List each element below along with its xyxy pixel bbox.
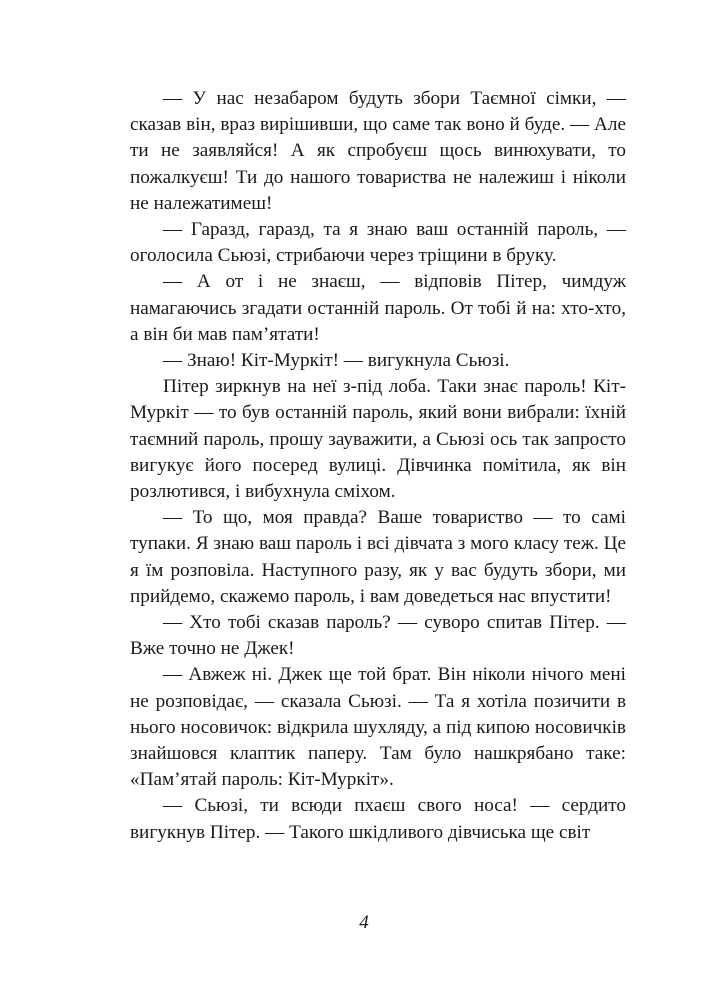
page-number: 4 bbox=[359, 912, 369, 933]
paragraph-7: — Хто тобі сказав пароль? — суворо спитав Пітер. — Вже точно не Джек! bbox=[130, 612, 626, 660]
paragraph-3: — А от і не знаєш, — відповів Пітер, чимдуж намагаючись згадати останній пароль. От тобі й на: хто-хто, а він би мав пам’ятати! bbox=[130, 271, 626, 345]
page-body bbox=[130, 86, 626, 846]
paragraph-5: Пітер зиркнув на неї з-під лоба. Таки знає пароль! Кіт-Муркіт — то був останній пароль, який вони вибрали: їхній таємний пароль, прошу зауважити, а Сьюзі ось так запросто вигукує його посеред вулиці. Дівчинка помітила, як він розлютився, і вибухнула сміхом. bbox=[130, 376, 626, 503]
paragraph-8: — Авжеж ні. Джек ще той брат. Він ніколи нічого мені не розповідає, — сказала Сьюзі. — Та я хотіла позичити в нього носовичок: відкрила шухляду, а під кипою носовичків знайшовся клаптик паперу. Там було нашкрябано таке: «Пам’ятай пароль: Кіт-Муркіт». bbox=[130, 664, 626, 791]
paragraph-4: — Знаю! Кіт-Муркіт! — вигукнула Сьюзі. bbox=[163, 350, 510, 372]
paragraph-2: — Гаразд, гаразд, та я знаю ваш останній пароль, — оголосила Сьюзі, стрибаючи через тріщини в бруку. bbox=[130, 219, 626, 267]
paragraph-1: — У нас незабаром будуть збори Таємної сімки, — сказав він, враз вирішивши, що саме так воно й буде. — Але ти не заявляйся! А як спробуєш щось винюхувати, то пожалкуєш! Ти до нашого товариства не належиш і ніколи не належатимеш! bbox=[130, 88, 626, 214]
paragraph-9: — Сьюзі, ти всюди пхаєш свого носа! — сердито вигукнув Пітер. — Такого шкідливого дівчиська ще світ bbox=[130, 795, 626, 843]
paragraph-6: — То що, моя правда? Ваше товариство — то самі тупаки. Я знаю ваш пароль і всі дівчата з мого класу теж. Це я їм розповіла. Наступного разу, як у вас будуть збори, ми прийдемо, скажемо пароль, і вам доведеться нас впустити! bbox=[130, 507, 626, 607]
